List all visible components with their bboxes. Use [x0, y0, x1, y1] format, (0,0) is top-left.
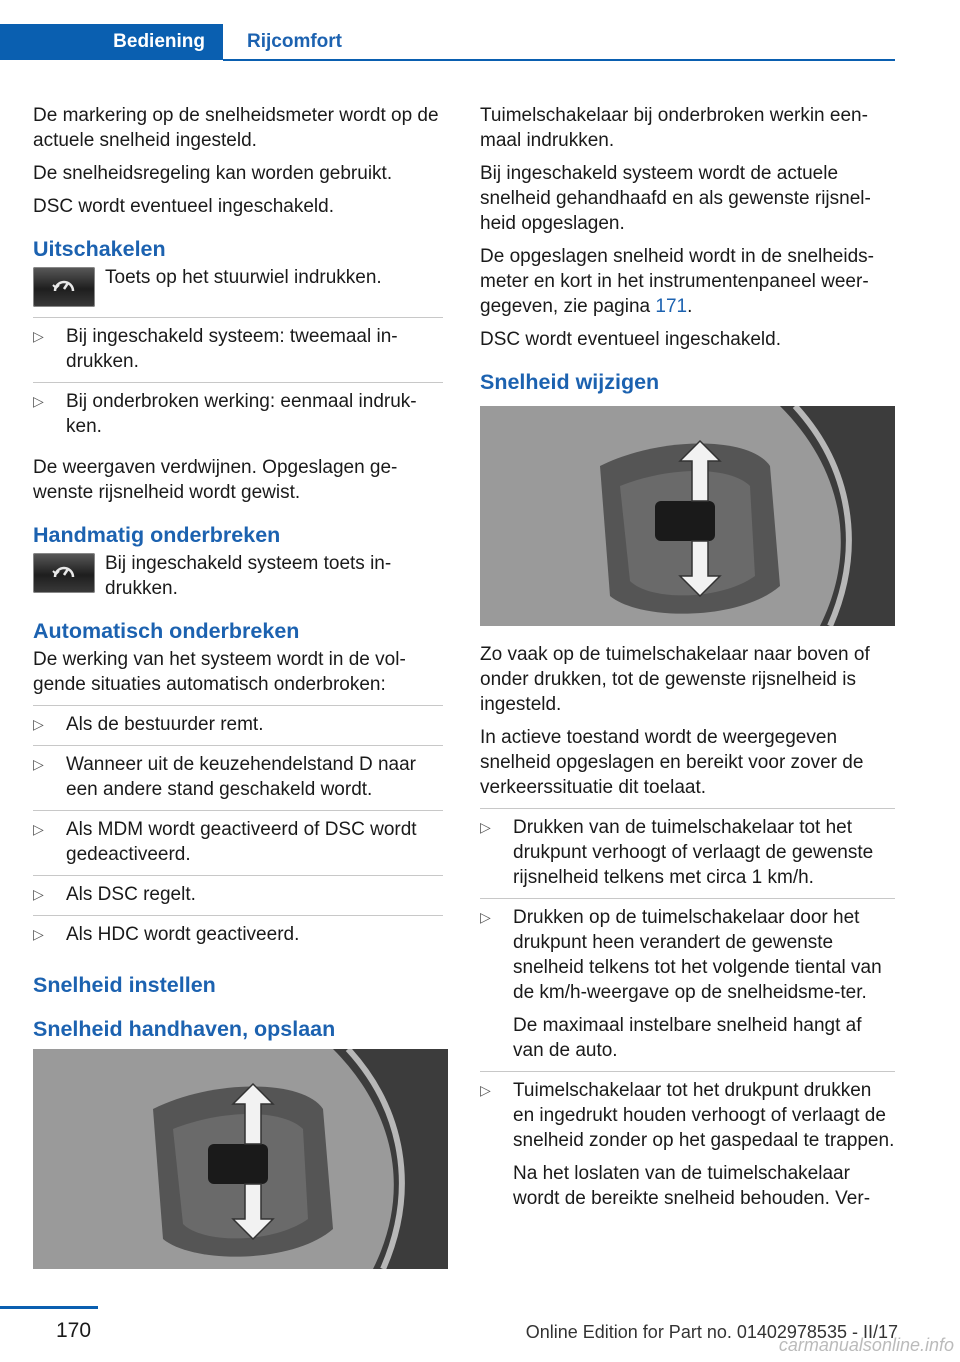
left-column — [33, 103, 443, 1285]
list-item: ▷ Wanneer uit de keuzehendelstand D naar een andere stand geschakeld wordt. — [33, 745, 443, 810]
button-instruction-text: Toets op het stuurwiel indrukken. — [105, 267, 382, 288]
paragraph: De weergaven verdwijnen. Opgeslagen ge-wenste rijsnelheid wordt gewist. — [33, 457, 398, 503]
triangle-bullet-icon: ▷ — [33, 756, 44, 772]
heading-handhaven: Snelheid handhaven, opslaan — [33, 1017, 336, 1041]
list-item-note: Na het loslaten van de tuimelschakelaar wordt de bereikte snelheid behouden. Ver- — [513, 1163, 871, 1209]
triangle-bullet-icon: ▷ — [33, 886, 44, 902]
cruise-control-button-image — [33, 553, 95, 593]
list-item: ▷ Als DSC regelt. — [33, 875, 443, 915]
heading-uitschakelen: Uitschakelen — [33, 237, 166, 261]
list-item: ▷ Tuimelschakelaar tot het drukpunt drukken en ingedrukt houden verhoogt of verlaagt de snelheid zonder op het gaspedaal te trappen. Na het loslaten van de tuimelschakelaar wordt de bereikte snelheid behouden. Ver- — [480, 1071, 895, 1219]
tab-bediening[interactable]: Bediening — [0, 24, 223, 60]
paragraph: Bij ingeschakeld systeem wordt de actuele snelheid gehandhaafd en als gewenste rijsnel-heid opgeslagen. — [480, 163, 871, 234]
button-instruction — [33, 265, 443, 307]
triangle-bullet-icon: ▷ — [33, 821, 44, 837]
triangle-bullet-icon: ▷ — [33, 716, 44, 732]
paragraph: De opgeslagen snelheid wordt in de snelheids-meter en kort in het instrumentenpaneel weer-gegeven, zie pagina 171. — [480, 246, 874, 317]
speedometer-icon — [51, 561, 77, 585]
button-instruction-text: Bij ingeschakeld systeem toets in-drukken. — [105, 553, 392, 599]
heading-handmatig: Handmatig onderbreken — [33, 523, 281, 547]
heading-automatisch: Automatisch onderbreken — [33, 619, 300, 643]
watermark: carmanualsonline.info — [778, 1335, 954, 1355]
header-rule — [223, 59, 895, 61]
paragraph: Zo vaak op de tuimelschakelaar naar boven of onder drukken, tot de gewenste rijsnelheid is ingesteld. — [480, 644, 870, 715]
paragraph: Tuimelschakelaar bij onderbroken werkin een-maal indrukken. — [480, 105, 868, 151]
bullet-list — [33, 705, 443, 955]
heading-wijzigen: Snelheid wijzigen — [480, 370, 660, 394]
right-column — [480, 103, 895, 1227]
list-item: ▷ Als MDM wordt geactiveerd of DSC wordt gedeactiveerd. — [33, 810, 443, 875]
edition-text: Online Edition for Part no. 01402978535 - II/17 — [525, 1322, 898, 1342]
list-item: ▷ Bij ingeschakeld systeem: tweemaal in-drukken. — [33, 317, 443, 382]
paragraph: In actieve toestand wordt de weergegeven snelheid opgeslagen en bereikt voor zover de verkeerssituatie dit toelaat. — [480, 727, 864, 798]
paragraph: DSC wordt eventueel ingeschakeld. — [480, 329, 782, 350]
triangle-bullet-icon: ▷ — [480, 909, 491, 925]
bullet-list — [480, 808, 895, 1219]
list-item: ▷ Drukken op de tuimelschakelaar door het drukpunt heen verandert de gewenste snelheid telkens tot het volgende tiental van de km/h-weergave op de snelheidsme-ter. De maximaal instelbare snelheid hangt af van de auto. — [480, 898, 895, 1071]
header-tabs — [0, 24, 895, 61]
list-item: ▷ Als HDC wordt geactiveerd. — [33, 915, 443, 955]
paragraph: De markering op de snelheidsmeter wordt op de actuele snelheid ingesteld. — [33, 105, 439, 151]
triangle-bullet-icon: ▷ — [33, 393, 44, 409]
triangle-bullet-icon: ▷ — [33, 328, 44, 344]
paragraph: De snelheidsregeling kan worden gebruikt. — [33, 163, 393, 184]
button-instruction — [33, 551, 443, 601]
list-item: ▷ Als de bestuurder remt. — [33, 705, 443, 745]
triangle-bullet-icon: ▷ — [33, 926, 44, 942]
speedometer-icon — [51, 275, 77, 299]
list-item: ▷ Drukken van de tuimelschakelaar tot het drukpunt verhoogt of verlaagt de gewenste rijsnelheid telkens met circa 1 km/h. — [480, 808, 895, 898]
steering-wheel-rocker-photo — [33, 1049, 448, 1269]
triangle-bullet-icon: ▷ — [480, 819, 491, 835]
bullet-list — [33, 317, 443, 447]
list-item: ▷ Bij onderbroken werking: eenmaal indruk-ken. — [33, 382, 443, 447]
paragraph: De werking van het systeem wordt in de vol-gende situaties automatisch onderbroken: — [33, 649, 406, 695]
tab-rijcomfort[interactable]: Rijcomfort — [223, 24, 366, 60]
list-item-note: De maximaal instelbare snelheid hangt af van de auto. — [513, 1015, 862, 1061]
cruise-control-button-image — [33, 267, 95, 307]
paragraph: DSC wordt eventueel ingeschakeld. — [33, 196, 335, 217]
page-number: 170 — [56, 1319, 92, 1342]
heading-instellen: Snelheid instellen — [33, 973, 216, 997]
steering-wheel-rocker-photo — [480, 406, 895, 626]
page-link[interactable]: 171 — [655, 296, 688, 317]
triangle-bullet-icon: ▷ — [480, 1082, 491, 1098]
footer-rule — [0, 1306, 98, 1309]
